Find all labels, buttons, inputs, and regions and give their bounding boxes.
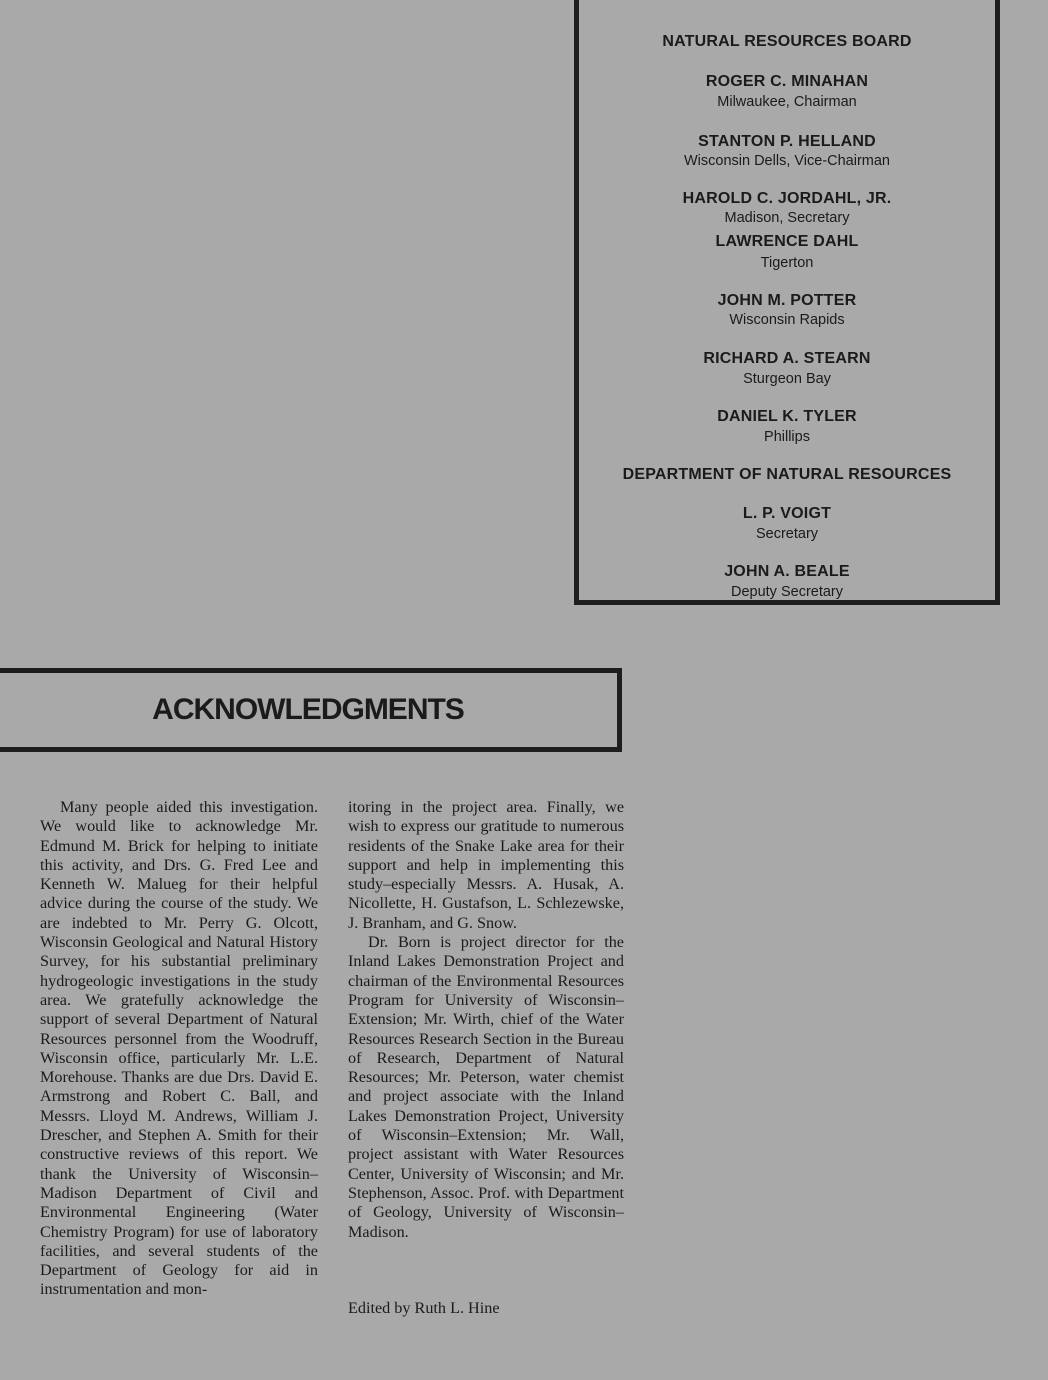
member-name: DANIEL K. TYLER: [717, 408, 857, 425]
acknowledgments-paragraph-part2: itoring in the project area. Finally, we wish to express our gratitude to numerous residents of the Snake Lake area for their support and help in implementing this study–especially Messrs. A. Husak, A. Nicollette, H. Gustafson, L. Schlezewske, J. Branham, and G. Snow.: [348, 798, 624, 932]
editor-credit: Edited by Ruth L. Hine: [348, 1299, 500, 1317]
member-role: Tigerton: [760, 255, 814, 271]
member-name: ROGER C. MINAHAN: [705, 73, 869, 90]
member-name: STANTON P. HELLAND: [698, 133, 876, 150]
member-name: LAWRENCE DAHL: [715, 233, 859, 250]
member-role: Milwaukee, Chairman: [717, 94, 857, 110]
acknowledgments-paragraph-part1: Many people aided this investigation. We would like to acknowledge Mr. Edmund M. Brick for helping to initiate this activity, and Drs. G. Fred Lee and Kenneth W. Malueg for their helpful advice during the course of the study. We are indebted to Mr. Perry G. Olcott, Wisconsin Geological and Natural History Survey, for his substantial preliminary hydrogeologic investigations in the study area. We gratefully acknowledge the support of several Department of Natural Resources personnel from the Woodruff, Wisconsin office, particularly Mr. L.E. Morehouse. Thanks are due Drs. David E. Armstrong and Robert C. Ball, and Messrs. Lloyd M. Andrews, William J. Drescher, and Stephen A. Smith for their constructive reviews of this report. We thank the University of Wisconsin–Madison Department of Civil and Environmental Engineering (Water Chemistry Program) for use of laboratory facilities, and several students of the Department of Geology for aid in instrumentation and mon-: [40, 798, 318, 1299]
text-column-right: [348, 798, 624, 1242]
authors-paragraph: Dr. Born is project director for the Inland Lakes Demonstration Project and chairman of the Environmental Resources Program for University of Wisconsin–Extension; Mr. Wirth, chief of the Water Resources Research Section in the Bureau of Research, Department of Natural Resources; Mr. Peterson, water chemist and project associate with the Inland Lakes Demonstration Project, University of Wisconsin–Extension; Mr. Wall, project assistant with Water Resources Center, University of Wisconsin; and Mr. Stephenson, Assoc. Prof. with Department of Geology, University of Wisconsin–Madison.: [348, 933, 624, 1241]
member-name: RICHARD A. STEARN: [703, 350, 871, 367]
acknowledgments-title: ACKNOWLEDGMENTS: [152, 693, 464, 726]
member-name: HAROLD C. JORDAHL, JR.: [682, 190, 892, 207]
officer-role: Secretary: [755, 526, 819, 542]
member-role: Phillips: [764, 429, 810, 445]
member-name: JOHN M. POTTER: [717, 292, 857, 309]
officer-name: JOHN A. BEALE: [724, 563, 850, 580]
board-title: NATURAL RESOURCES BOARD: [662, 33, 912, 50]
member-role: Madison, Secretary: [724, 210, 850, 226]
department-title: DEPARTMENT OF NATURAL RESOURCES: [622, 466, 952, 483]
member-role: Wisconsin Rapids: [729, 312, 845, 328]
text-column-left: [40, 798, 318, 1300]
acknowledgments-header-box: [0, 668, 622, 752]
officer-name: L. P. VOIGT: [742, 505, 832, 522]
officer-role: Deputy Secretary: [730, 584, 844, 600]
board-box: [574, 0, 1000, 605]
member-role: Sturgeon Bay: [743, 371, 831, 387]
member-role: Wisconsin Dells, Vice-Chairman: [683, 153, 891, 169]
